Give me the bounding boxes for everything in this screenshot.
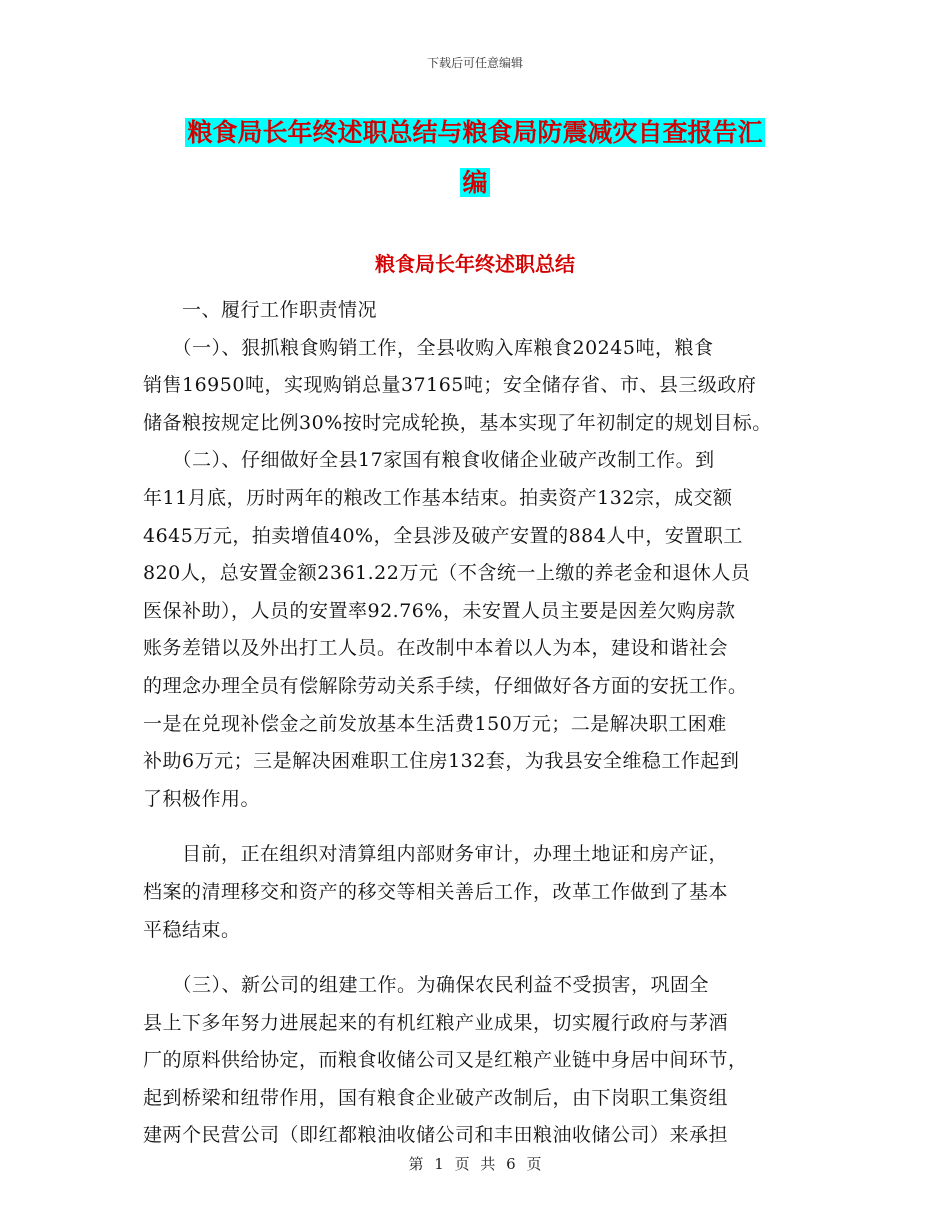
- document-body: [143, 292, 823, 1155]
- title-line-1: 粮食局长年终述职总结与粮食局防震减灾自查报告汇: [187, 118, 763, 147]
- text-line: （三）、新公司的组建工作。为确保农民利益不受损害，巩固全: [143, 974, 710, 997]
- text-line: 县上下多年努力进展起来的有机红粮产业成果，切实履行政府与茅酒: [143, 1011, 729, 1034]
- text-line: 账务差错以及外出打工人员。在改制中本着以人为本，建设和谐社会: [143, 637, 729, 660]
- text-line: 平稳结束。: [143, 918, 241, 941]
- text-line: 的理念办理全员有偿解除劳动关系手续，仔细做好各方面的安抚工作。: [143, 674, 748, 697]
- text-line: 了积极作用。: [143, 787, 261, 810]
- header-note: 下载后可任意编辑: [426, 56, 523, 70]
- text-line: 4645万元，拍卖增值40%，全县涉及破产安置的884人中，安置职工: [143, 524, 743, 547]
- text-line: 医保补助），人员的安置率92.76%，未安置人员主要是因差欠购房款: [143, 599, 736, 622]
- text-line: （一）、狠抓粮食购销工作，全县收购入库粮食20245吨，粮食: [143, 336, 714, 359]
- text-line: 补助6万元；三是解决困难职工住房132套，为我县安全维稳工作起到: [143, 750, 740, 773]
- text-line: 起到桥梁和纽带作用，国有粮食企业破产改制后，由下岗职工集资组: [143, 1086, 729, 1109]
- text-line: 建两个民营公司（即红都粮油收储公司和丰田粮油收储公司）来承担: [143, 1124, 729, 1147]
- text-line: 一是在兑现补偿金之前发放基本生活费150万元；二是解决职工困难: [143, 712, 727, 735]
- title-line-2: 编: [462, 168, 488, 197]
- text-line: 销售16950吨，实现购销总量37165吨；安全储存省、市、县三级政府: [143, 374, 757, 397]
- text-line: 档案的清理移交和资产的移交等相关善后工作，改革工作做到了基本: [143, 880, 729, 903]
- text-line: （二）、仔细做好全县17家国有粮食收储企业破产改制工作。到: [143, 449, 715, 472]
- text-line: 年11月底，历时两年的粮改工作基本结束。拍卖资产132宗，成交额: [143, 486, 733, 509]
- page-footer: 第 1 页 共 6 页: [408, 1155, 542, 1173]
- text-line: 目前，正在组织对清算组内部财务审计，办理土地证和房产证，: [143, 843, 729, 866]
- text-line: 厂的原料供给协定，而粮食收储公司又是红粮产业链中身居中间环节，: [143, 1049, 748, 1072]
- section-title: 粮食局长年终述职总结: [375, 252, 575, 276]
- document-title: [0, 108, 950, 208]
- text-line: 820人，总安置金额2361.22万元（不含统一上缴的养老金和退休人员: [143, 562, 751, 585]
- text-line: 一、履行工作职责情况: [143, 299, 378, 321]
- text-line: 储备粮按规定比例30%按时完成轮换，基本实现了年初制定的规划目标。: [143, 411, 772, 434]
